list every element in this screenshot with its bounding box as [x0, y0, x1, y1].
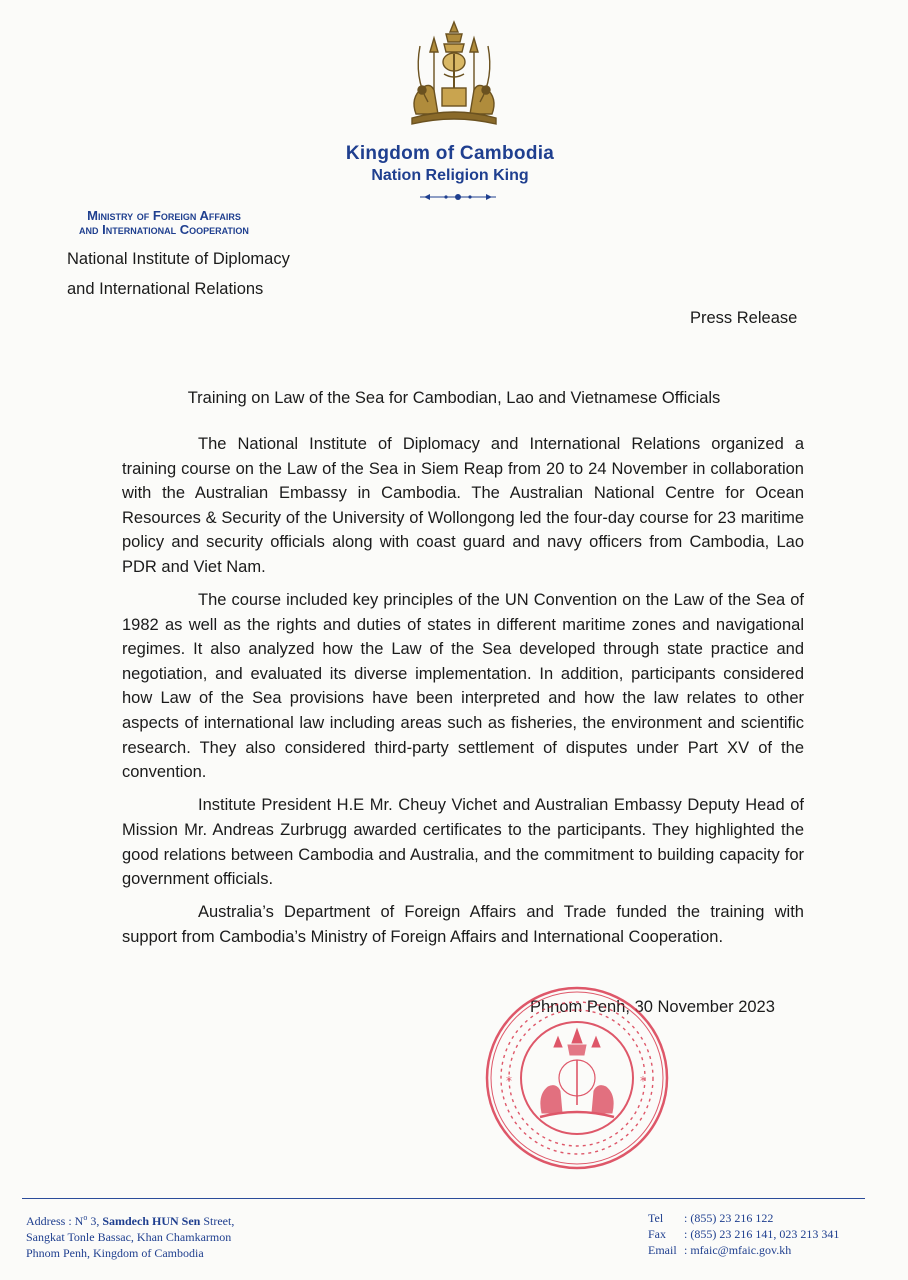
national-motto: Nation Religion King [371, 167, 529, 184]
footer-address [26, 1210, 234, 1261]
dateline: Phnom Penh, 30 November 2023 [530, 998, 775, 1016]
tel-value: : (855) 23 216 122 [684, 1211, 774, 1225]
email-label: Email [648, 1243, 677, 1257]
body-paragraph: The course included key principles of the UN Convention on the Law of the Sea of 1982 as well as the rights and duties of states in different maritime zones and navigational regimes. It also analyzed how the Law of the Sea developed through state practice and negotiation, and evaluated its diverse implementation. In addition, participants considered how Law of the Sea provisions have been interpreted and how the law relates to other aspects of international law including areas such as fisheries, the environment and scientific research. They also considered third-party settlement of disputes under Part XV of the convention. [122, 591, 804, 782]
institute-line-2: and International Relations [67, 280, 264, 298]
body-paragraph: Australia’s Department of Foreign Affairs and Trade funded the training with support from Cambodia’s Ministry of Foreign Affairs and International Cooperation. [122, 903, 804, 946]
contact-fax [648, 1226, 839, 1242]
address-label: Address : N [26, 1214, 84, 1228]
institute-name [67, 244, 290, 304]
footer-divider [22, 1198, 865, 1199]
address-street-suffix: Street, [200, 1214, 235, 1228]
svg-text:*: * [506, 1074, 512, 1088]
svg-text:*: * [640, 1074, 646, 1088]
kingdom-heading [300, 143, 600, 185]
tel-label: Tel [648, 1211, 664, 1225]
address-number-sup: o [83, 1213, 88, 1222]
body-paragraph: Institute President H.E Mr. Cheuy Vichet and Australian Embassy Deputy Head of Mission Mr. Andreas Zurbrugg awarded certificates to the participants. They highlighted the good relations between Cambodia and Australia, and the commitment to building capacity for government officials. [122, 796, 804, 889]
institute-line-1: National Institute of Diplomacy [67, 250, 290, 268]
royal-emblem-icon [400, 18, 508, 130]
contact-email [648, 1242, 839, 1258]
fax-value: : (855) 23 216 141, 023 213 341 [684, 1227, 840, 1241]
footer-contacts [648, 1210, 839, 1258]
ministry-name [34, 209, 294, 237]
fax-label: Fax [648, 1227, 666, 1241]
ornament-divider-icon [418, 192, 498, 202]
kingdom-title: Kingdom of Cambodia [345, 143, 555, 164]
address-number: 3, [87, 1214, 103, 1228]
email-value: : mfaic@mfaic.gov.kh [684, 1243, 792, 1257]
ministry-line-1: Ministry of Foreign Affairs [87, 208, 241, 223]
address-line-3: Phnom Penh, Kingdom of Cambodia [26, 1246, 204, 1260]
contact-tel [648, 1210, 839, 1226]
address-line-2: Sangkat Tonle Bassac, Khan Chamkarmon [26, 1230, 232, 1244]
body-paragraph: The National Institute of Diplomacy and International Relations organized a training course on the Law of the Sea in Siem Reap from 20 to 24 November in collaboration with the Australian Embassy in Cambodia. The Australian National Centre for Ocean Resources & Security of the University of Wollongong led the four-day course for 23 maritime policy and security officials along with coast guard and navy officers from Cambodia, Lao PDR and Viet Nam. [122, 435, 804, 576]
official-seal-icon [484, 985, 670, 1171]
address-line-1 [26, 1210, 234, 1229]
address-street-name: Samdech HUN Sen [102, 1214, 201, 1228]
ministry-line-2: and International Cooperation [79, 222, 249, 237]
document-type-label: Press Release [690, 309, 798, 327]
press-release-body [122, 432, 804, 958]
press-release-title: Training on Law of the Sea for Cambodian, Lao and Vietnamese Officials [187, 389, 721, 407]
